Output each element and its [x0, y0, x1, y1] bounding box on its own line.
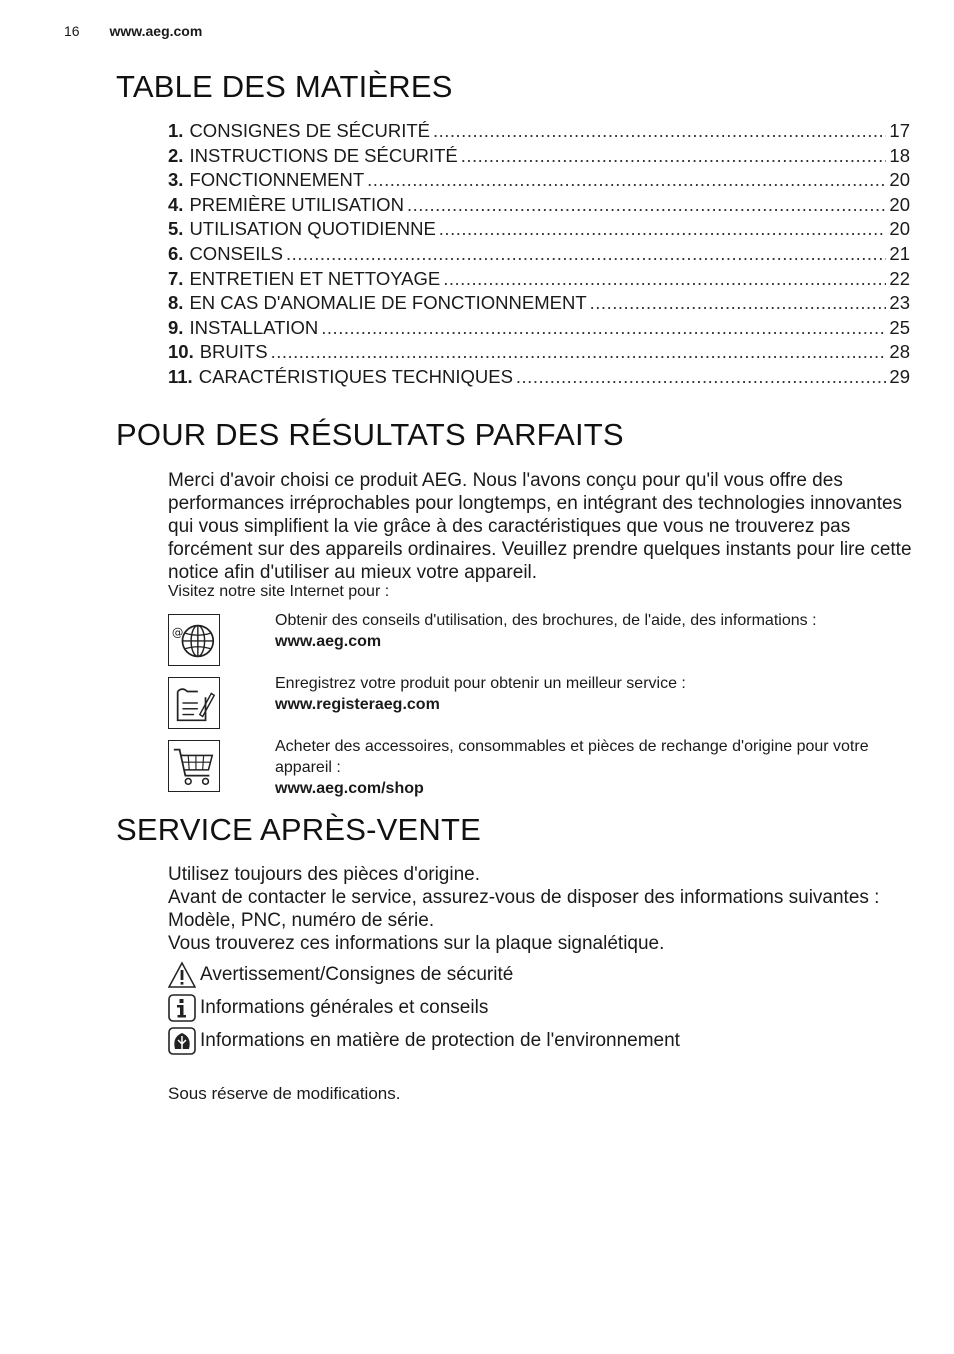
toc-entry-number: 8. [168, 292, 184, 314]
toc-entry-number: 1. [168, 120, 184, 141]
toc-leader-dots [286, 243, 886, 265]
page-number: 16 [64, 23, 80, 39]
toc-leader-dots [439, 218, 887, 240]
toc-entry-label: INSTALLATION [189, 316, 319, 338]
toc-entry-label: ENTRETIEN ET NETTOYAGE [189, 267, 441, 289]
visit-label: Visitez notre site Internet pour : [168, 583, 390, 600]
info-icon [168, 994, 196, 1022]
toc-entry-label: EN CAS D'ANOMALIE DE FONCTIONNEMENT [189, 292, 587, 314]
page-header [64, 23, 202, 39]
sav-line: Avant de contacter le service, assurez-vous de disposer des informations suivantes : Modèle, PNC, numéro de série. [168, 887, 880, 931]
toc-entry[interactable] [168, 317, 910, 342]
toc-entry-page: 23 [889, 292, 910, 314]
legend-warning [168, 961, 513, 989]
footnote: Sous réserve de modifications. [168, 1084, 401, 1103]
toc-entry-page: 18 [889, 144, 910, 166]
link-description: Acheter des accessoires, consommables et pièces de rechange d'origine pour votre appareil : [275, 738, 869, 776]
toc-entry-number: 6. [168, 242, 184, 264]
perf-heading: POUR DES RÉSULTATS PARFAITS [116, 417, 624, 452]
toc-entry[interactable] [168, 292, 910, 317]
toc-entry-number: 9. [168, 316, 184, 338]
support-url-link[interactable]: www.aeg.com [275, 633, 382, 650]
toc-entry-page: 22 [889, 267, 910, 289]
toc-entry-label: PREMIÈRE UTILISATION [189, 193, 404, 215]
toc-entry[interactable] [168, 194, 910, 219]
shop-url-link[interactable]: www.aeg.com/shop [275, 780, 424, 797]
header-site-link[interactable]: www.aeg.com [109, 23, 203, 39]
toc-leader-dots [407, 194, 886, 216]
table-of-contents [168, 120, 910, 391]
link-item-shop [275, 736, 915, 799]
toc-entry-label: INSTRUCTIONS DE SÉCURITÉ [189, 144, 458, 166]
warning-icon [168, 961, 196, 989]
toc-entry[interactable] [168, 366, 910, 391]
toc-leader-dots [367, 169, 886, 191]
sav-line: Vous trouverez ces informations sur la plaque signalétique. [168, 933, 665, 954]
toc-entry-label: BRUITS [199, 341, 268, 363]
link-description: Obtenir des conseils d'utilisation, des brochures, de l'aide, des informations : [275, 612, 817, 629]
toc-entry-label: UTILISATION QUOTIDIENNE [189, 218, 436, 240]
link-item-support [275, 610, 915, 652]
cart-icon [168, 740, 220, 792]
toc-entry[interactable] [168, 145, 910, 170]
link-description: Enregistrez votre produit pour obtenir un meilleur service : [275, 675, 686, 692]
legend-text: Informations générales et conseils [200, 997, 489, 1018]
sav-line: Utilisez toujours des pièces d'origine. [168, 864, 481, 885]
svg-text:@: @ [171, 625, 184, 640]
toc-leader-dots [443, 268, 886, 290]
toc-entry[interactable] [168, 243, 910, 268]
legend-info [168, 994, 488, 1022]
toc-entry-number: 2. [168, 144, 184, 166]
legend-text: Informations en matière de protection de l'environnement [200, 1030, 680, 1051]
register-url-link[interactable]: www.registeraeg.com [275, 696, 440, 713]
toc-leader-dots [271, 341, 887, 363]
toc-leader-dots [321, 317, 886, 339]
toc-entry[interactable] [168, 169, 910, 194]
toc-entry-page: 20 [889, 193, 910, 215]
link-item-register [275, 673, 915, 715]
toc-entry-page: 29 [889, 365, 910, 387]
environment-icon [168, 1027, 196, 1055]
globe-icon [168, 614, 220, 666]
legend-text: Avertissement/Consignes de sécurité [200, 964, 514, 985]
toc-entry-page: 25 [889, 316, 910, 338]
toc-entry-label: CONSIGNES DE SÉCURITÉ [189, 120, 430, 141]
toc-entry-label: CONSEILS [189, 242, 283, 264]
toc-leader-dots [433, 120, 886, 142]
toc-entry[interactable] [168, 341, 910, 366]
register-icon [168, 677, 220, 729]
toc-entry-number: 7. [168, 267, 184, 289]
toc-entry-page: 17 [889, 120, 910, 141]
toc-entry-number: 11. [168, 365, 193, 387]
toc-leader-dots [461, 145, 887, 167]
toc-entry-number: 5. [168, 218, 184, 240]
sav-body [168, 863, 913, 955]
toc-entry-page: 28 [889, 341, 910, 363]
toc-entry[interactable] [168, 120, 910, 145]
toc-entry-page: 20 [889, 218, 910, 240]
toc-heading: TABLE DES MATIÈRES [116, 69, 453, 104]
toc-leader-dots [590, 292, 887, 314]
toc-entry-page: 21 [889, 242, 910, 264]
toc-leader-dots [516, 366, 887, 388]
toc-entry-label: FONCTIONNEMENT [189, 169, 365, 191]
legend-environment [168, 1027, 680, 1055]
toc-entry-number: 3. [168, 169, 184, 191]
toc-entry-number: 4. [168, 193, 184, 215]
toc-entry-label: CARACTÉRISTIQUES TECHNIQUES [198, 365, 513, 387]
toc-entry[interactable] [168, 218, 910, 243]
sav-heading: SERVICE APRÈS-VENTE [116, 812, 482, 847]
toc-entry[interactable] [168, 268, 910, 293]
toc-entry-page: 20 [889, 169, 910, 191]
perf-intro-text: Merci d'avoir choisi ce produit AEG. Nous l'avons conçu pour qu'il vous offre des performances irréprochables pour longtemps, en intégrant des technologies innovantes qui vous simplifient la vie grâce à des caractéristiques que vous ne trouverez pas forcément sur des appareils ordinaires. Veuillez prendre quelques instants pour lire cette notice afin d'utiliser au mieux votre appareil. [168, 470, 912, 583]
toc-entry-number: 10. [168, 341, 194, 363]
